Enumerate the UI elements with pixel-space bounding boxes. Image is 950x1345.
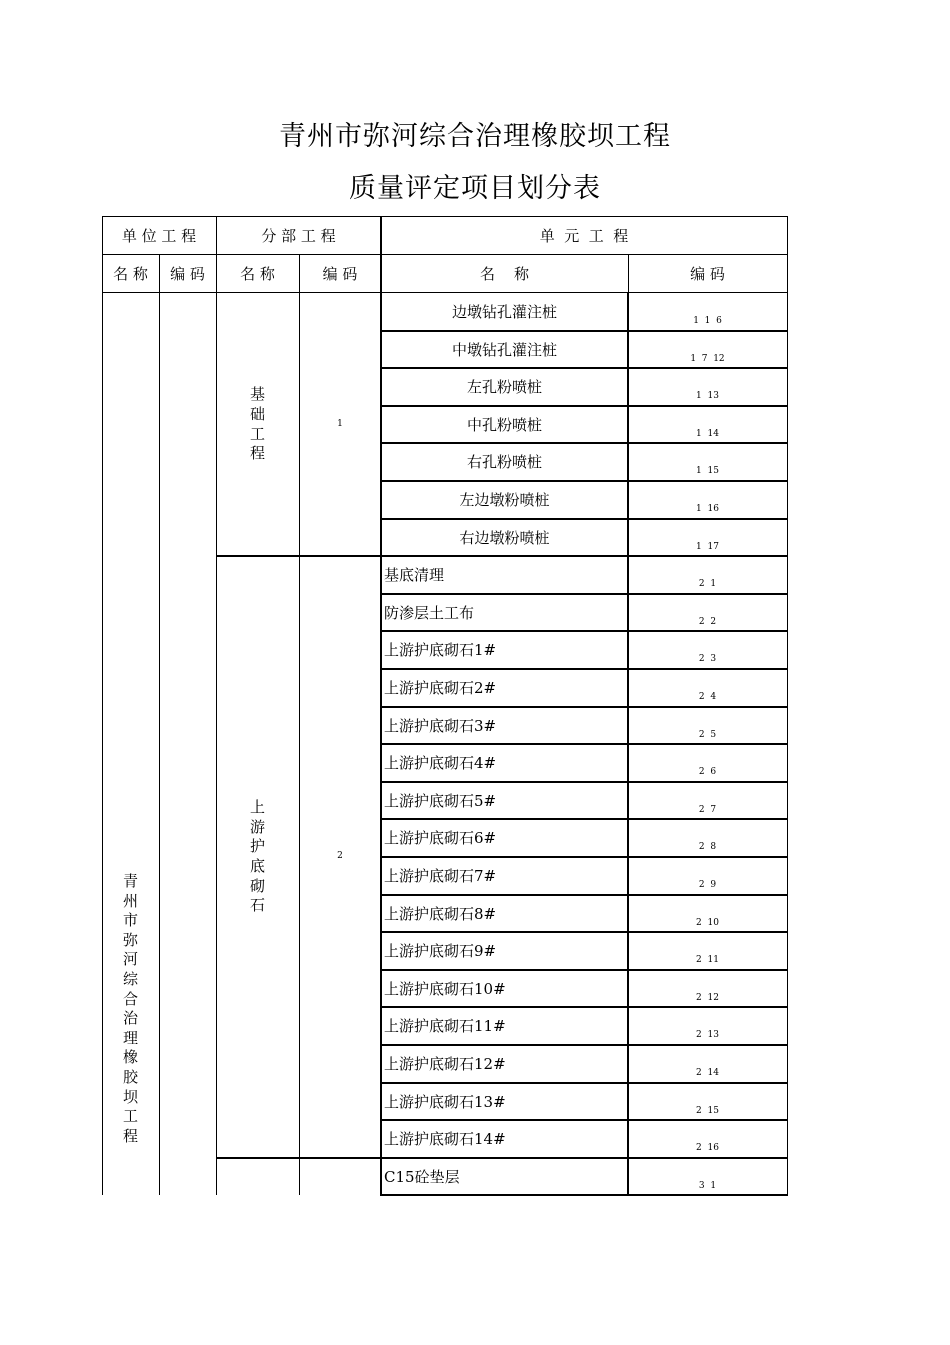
division-name-char: 游 [249, 817, 265, 836]
element-name: 上游护底砌石4# [384, 754, 497, 773]
element-name: 上游护底砌石8# [384, 904, 497, 923]
element-code: 1 7 12 [690, 353, 725, 364]
unit-name-char: 河 [122, 950, 138, 969]
element-name: 上游护底砌石11# [384, 1017, 506, 1036]
header-bottom [102, 292, 788, 293]
element-code: 2 14 [696, 1068, 719, 1078]
header-division-code: 编 码 [322, 265, 358, 283]
element-name: 中孔粉喷桩 [466, 415, 542, 434]
element-name: C15砼垫层 [384, 1167, 460, 1186]
unit-name-char: 坝 [122, 1087, 138, 1106]
element-name: 上游护底砌石13# [384, 1092, 506, 1111]
element-code: 2 10 [696, 917, 719, 928]
element-code: 2 5 [698, 729, 717, 740]
row-rule [381, 442, 788, 444]
header-division-name: 名 称 [240, 265, 275, 283]
row-rule [381, 931, 788, 933]
row-rule [381, 1082, 788, 1084]
row-rule [381, 668, 788, 670]
row-rule [381, 593, 788, 595]
header-col-divider [787, 254, 788, 293]
header-element-name: 名 称 [479, 265, 530, 283]
header-unit-code: 编 码 [170, 265, 205, 283]
body-col-rule [216, 292, 217, 1195]
header-col-divider [299, 254, 300, 293]
element-code: 2 8 [698, 842, 717, 853]
row-rule [381, 1006, 788, 1008]
unit-name-char: 综 [122, 969, 138, 988]
element-name: 上游护底砌石9# [384, 942, 497, 961]
table-top-border [102, 216, 788, 217]
row-rule [381, 367, 788, 369]
element-name: 中墩钻孔灌注桩 [451, 340, 557, 359]
header-division-project: 分 部 工 程 [261, 227, 336, 245]
element-name: 右孔粉喷桩 [466, 453, 542, 472]
header-col-divider [216, 254, 217, 293]
division-name-char: 上 [249, 798, 265, 817]
row-rule [381, 1119, 788, 1121]
element-code: 1 15 [696, 466, 719, 477]
element-code: 2 15 [696, 1105, 719, 1116]
element-code: 1 14 [696, 428, 719, 439]
element-name: 上游护底砌石14# [384, 1130, 506, 1149]
division-code: 2 [337, 851, 343, 861]
division-name-char: 工 [249, 424, 265, 443]
division-name-char: 程 [249, 444, 265, 463]
row-rule [381, 1044, 788, 1046]
header-col-divider [628, 254, 629, 293]
element-name: 边墩钻孔灌注桩 [451, 303, 557, 321]
division-name-char: 护 [249, 837, 265, 856]
element-name: 左孔粉喷桩 [466, 378, 542, 397]
header-col-divider [380, 216, 382, 255]
element-name: 上游护底砌石10# [384, 979, 506, 998]
unit-name-char: 理 [122, 1028, 138, 1047]
element-code: 1 13 [696, 391, 719, 402]
body-col-rule [159, 292, 160, 1195]
header-left-border [102, 216, 103, 255]
row-rule [381, 969, 788, 971]
element-code: 2 4 [698, 692, 717, 702]
unit-name-char: 市 [122, 911, 138, 930]
element-code: 2 16 [696, 1143, 719, 1154]
element-name: 上游护底砌石1# [384, 641, 497, 660]
element-name: 基底清理 [384, 566, 445, 585]
header-col-divider [102, 254, 103, 293]
row-rule [381, 706, 788, 708]
element-name: 左边墩粉喷桩 [459, 491, 550, 509]
unit-name-char: 合 [122, 989, 138, 1008]
unit-name-char: 橡 [122, 1048, 138, 1067]
unit-name-char: 州 [122, 891, 138, 910]
row-rule [381, 894, 788, 896]
header-divider [102, 254, 788, 255]
unit-name-char: 弥 [122, 930, 138, 949]
element-name: 上游护底砌石12# [384, 1055, 506, 1073]
division-code: 1 [337, 418, 343, 429]
division-name-char: 底 [249, 856, 265, 875]
element-code: 1 16 [696, 504, 719, 514]
element-name: 上游护底砌石2# [384, 679, 497, 697]
element-code: 2 11 [696, 955, 719, 966]
unit-name-char: 程 [122, 1126, 138, 1145]
row-rule [381, 630, 788, 632]
row-rule [381, 518, 788, 520]
header-unit-project: 单 位 工 程 [121, 227, 197, 245]
row-rule [381, 1194, 788, 1196]
element-name: 上游护底砌石6# [384, 829, 497, 848]
element-code: 3 1 [698, 1180, 717, 1191]
title-line-1: 青州市弥河综合治理橡胶坝工程 [279, 121, 671, 152]
element-code: 2 6 [698, 767, 717, 778]
header-element-project: 单 元 工 程 [539, 227, 629, 245]
division-name-char: 基 [249, 385, 265, 404]
element-name: 上游护底砌石7# [384, 867, 497, 885]
element-code: 2 2 [698, 616, 717, 627]
element-code: 2 12 [696, 992, 719, 1003]
header-col-divider [159, 254, 160, 293]
division-name [246, 385, 270, 463]
unit-name-char: 胶 [122, 1067, 138, 1086]
header-right-border [787, 216, 788, 255]
row-rule [381, 856, 788, 858]
row-rule [381, 743, 788, 745]
title-line-2: 质量评定项目划分表 [349, 173, 601, 204]
element-code: 1 1 6 [693, 316, 722, 326]
row-rule [381, 480, 788, 482]
element-name: 上游护底砌石3# [384, 716, 497, 735]
unit-name-value [119, 872, 143, 1146]
element-code: 2 7 [698, 804, 717, 815]
element-name: 上游护底砌石5# [384, 791, 497, 810]
division-rule [216, 1157, 788, 1159]
header-unit-name: 名 称 [113, 265, 148, 283]
header-col-divider [216, 216, 217, 255]
division-name-char: 石 [249, 896, 265, 915]
unit-name-char: 青 [122, 872, 138, 890]
element-code: 1 17 [696, 541, 719, 552]
element-name: 右边墩粉喷桩 [459, 528, 550, 547]
element-name: 防渗层土工布 [384, 603, 475, 622]
row-rule [381, 781, 788, 783]
unit-name-char: 工 [122, 1107, 138, 1126]
division-name-char: 础 [249, 404, 265, 423]
element-code: 2 3 [698, 654, 717, 665]
element-code: 2 13 [696, 1030, 719, 1041]
body-col-rule [102, 292, 103, 1195]
header-col-divider [380, 254, 382, 293]
row-rule [381, 818, 788, 820]
unit-name-char: 治 [122, 1009, 138, 1028]
element-code: 2 9 [698, 880, 717, 890]
division-name [246, 798, 270, 916]
header-element-code: 编 码 [690, 265, 725, 283]
row-rule [381, 330, 788, 332]
element-code: 2 1 [698, 579, 717, 590]
division-name-char: 砌 [249, 876, 265, 895]
row-rule [381, 405, 788, 407]
division-rule [216, 555, 788, 557]
